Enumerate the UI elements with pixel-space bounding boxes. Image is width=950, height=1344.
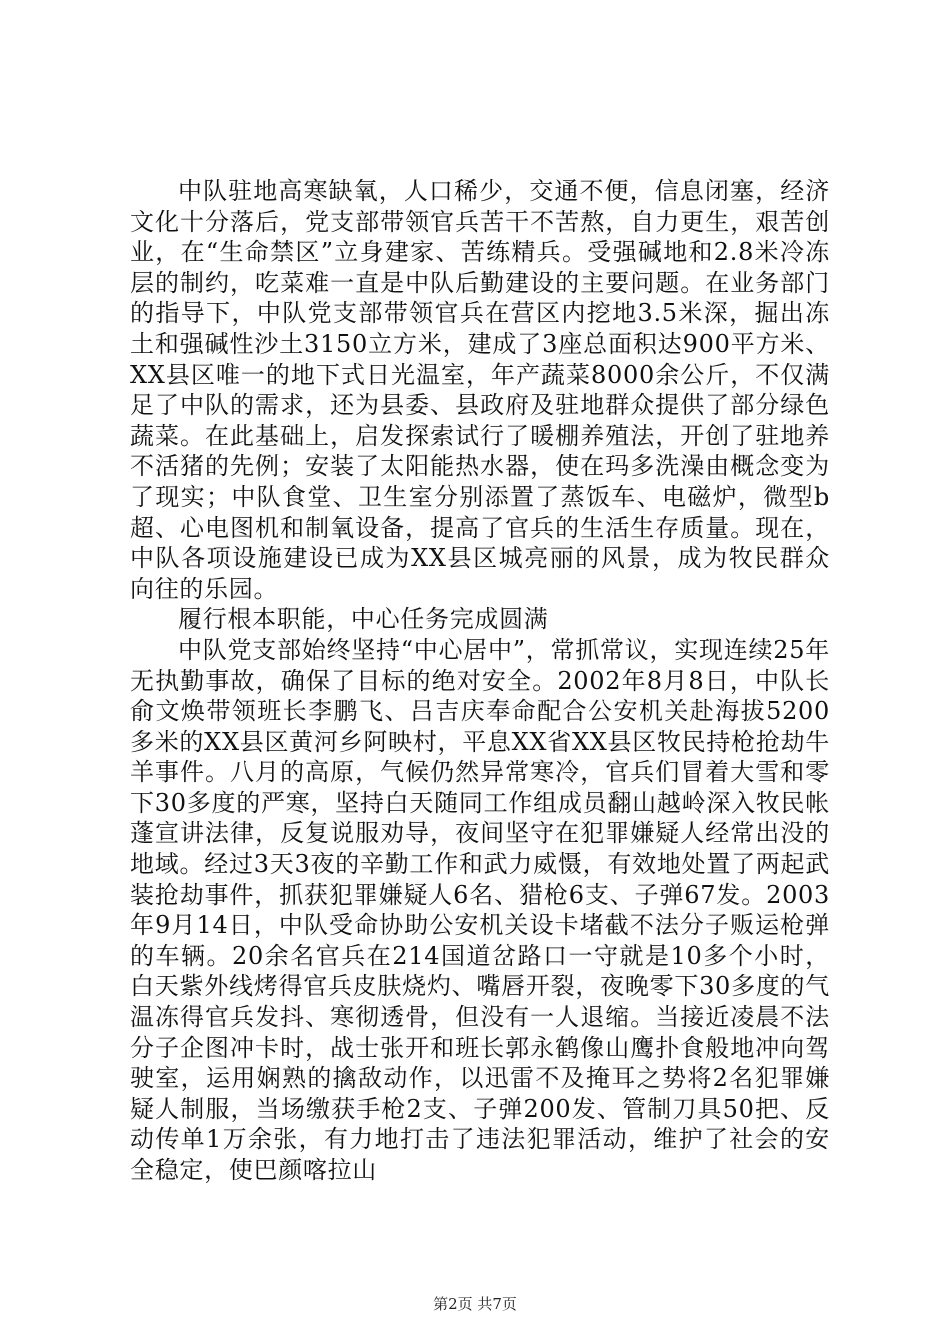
page-number-footer: 第2页 共7页: [433, 1295, 517, 1313]
paragraph-duty: 中队党支部始终坚持“中心居中”，常抓常议，实现连续25年无执勤事故，确保了目标的绝对安全。2002年8月8日，中队长俞文焕带领班长李鹏飞、吕吉庆奉命配合公安机关赴海拔5200多米的XX县区黄河乡阿映村，平息XX省XX县区牧民持枪抢劫牛羊事件。八月的高原，气候仍然异常寒冷，官兵们冒着大雪和零下30多度的严寒，坚持白天随同工作组成员翻山越岭深入牧民帐蓬宣讲法律，反复说服劝导，夜间坚守在犯罪嫌疑人经常出没的地域。经过3天3夜的辛勤工作和武力威慑，有效地处置了两起武装抢劫事件，抓获犯罪嫌疑人6名、猎枪6支、子弹67发。2003年9月14日，中队受命协助公安机关设卡堵截不法分子贩运枪弹的车辆。20余名官兵在214国道岔路口一守就是10多个小时，白天紫外线烤得官兵皮肤烧灼、嘴唇开裂，夜晚零下30多度的气温冻得官兵发抖、寒彻透骨，但没有一人退缩。当接近凌晨不法分子企图冲卡时，战士张开和班长郭永鹤像山鹰扑食般地冲向驾驶室，运用娴熟的擒敌动作，以迅雷不及掩耳之势将2名犯罪嫌疑人制服，当场缴获手枪2支、子弹200发、管制刀具50把、反动传单1万余张，有力地打击了违法犯罪活动，维护了社会的安全稳定，使巴颜喀拉山: [130, 635, 830, 1184]
paragraph-logistics: 中队驻地高寒缺氧，人口稀少，交通不便，信息闭塞，经济文化十分落后，党支部带领官兵苦干不苦熬，自力更生，艰苦创业，在“生命禁区”立身建家、苦练精兵。受强碱地和2.8米冷冻层的制约，吃菜难一直是中队后勤建设的主要问题。在业务部门的指导下，中队党支部带领官兵在营区内挖地3.5米深，掘出冻土和强碱性沙土3150立方米，建成了3座总面积达900平方米、XX县区唯一的地下式日光温室，年产蔬菜8000余公斤，不仅满足了中队的需求，还为县委、县政府及驻地群众提供了部分绿色蔬菜。在此基础上，启发探索试行了暖棚养殖法，开创了驻地养不活猪的先例；安装了太阳能热水器，使在玛多洗澡由概念变为了现实；中队食堂、卫生室分别添置了蒸饭车、电磁炉，微型b超、心电图机和制氧设备，提高了官兵的生活生存质量。现在，中队各项设施建设已成为XX县区城亮丽的风景，成为牧民群众向往的乐园。: [130, 177, 830, 603]
section-heading: 履行根本职能，中心任务完成圆满: [178, 605, 549, 634]
document-body: [130, 176, 830, 1186]
